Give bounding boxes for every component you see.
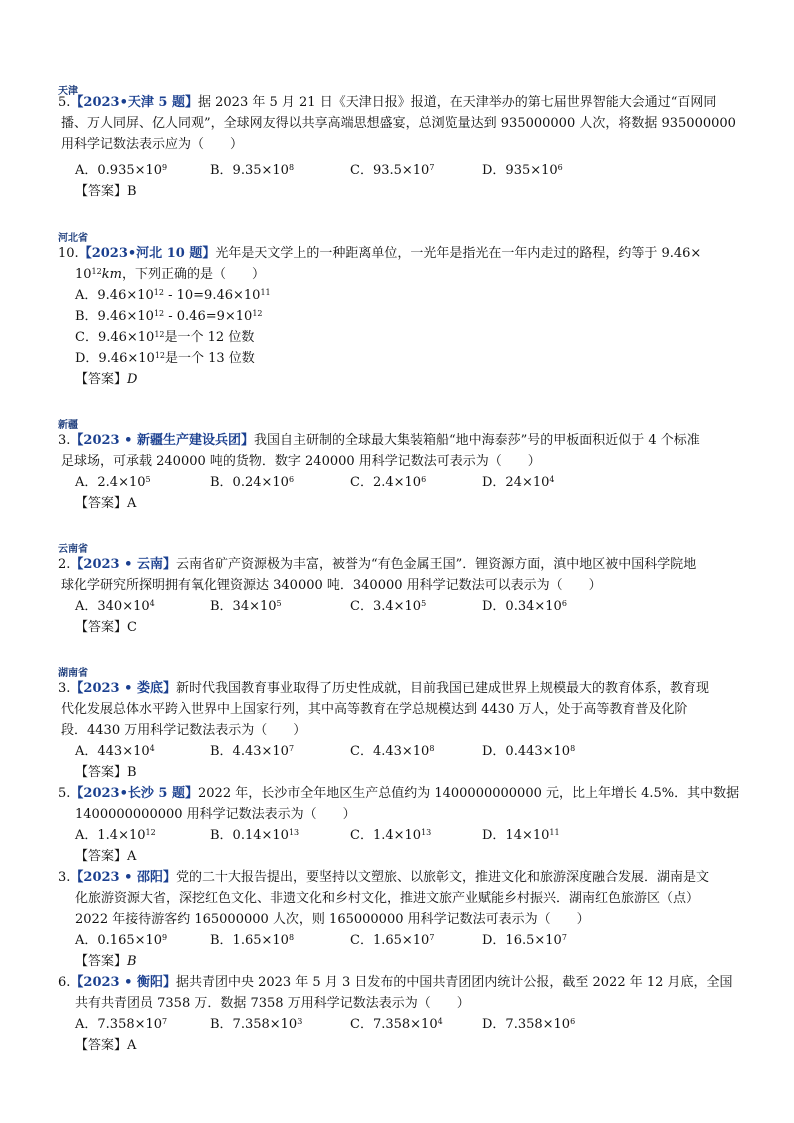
option-d: D．$9.46\times 10^{12}$是一个 13 位数 [75,351,255,366]
question-source: 【2023 • 娄底】 [70,681,176,696]
question-line: 代化发展总体水平跨入世界中上国家行列，其中高等教育在学总规模达到 4430 万人，处于高等教育普及化阶 [61,702,688,717]
question-source: 【2023 • 衡阳】 [70,975,176,990]
option-a: A．$1.4\times 10^{12}$ [75,828,156,843]
option-c: C．$2.4\times 10^6$ [350,475,427,490]
question-number: 2. [58,557,71,572]
option-b: B．$4.43\times 10^7$ [210,744,295,759]
option-b: B．$0.14\times 10^{13}$ [210,828,300,843]
option-b: B．$0.24\times 10^6$ [210,475,295,490]
question-number: 5. [58,95,71,110]
option-d: D．$16.5\times 10^7$ [482,933,567,948]
question-text: 据共青团中央 2023 年 5 月 3 日发布的中国共青团团内统计公报，截至 2022 年 12 月底，全国 [175,975,733,990]
question-line [58,785,739,803]
question-text: 云南省矿产资源极为丰富，被誉为“有色金属王国”．锂资源方面，滇中地区被中国科学院地 [175,557,697,572]
question-number: 3. [58,681,71,696]
question-source: 【2023 • 邵阳】 [70,870,176,885]
question-number: 10. [58,246,79,261]
question-line: $10^{12}km$，下列正确的是（ ） [75,267,265,282]
question-number: 6. [58,975,71,990]
answer: 【答案】A [75,496,137,511]
option-d: D．$24\times 10^4$ [482,475,555,490]
option-c: C．$4.43\times 10^8$ [350,744,435,759]
region-heading: 新疆 [58,420,78,431]
region-heading: 河北省 [58,233,88,244]
option-b: B．$9.46\times 10^{12} - 0.46=9\times 10^{12}$ [75,309,263,324]
question-line [58,432,700,450]
question-line: 共有共青团员 7358 万．数据 7358 万用科学记数法表示为（ ） [75,996,470,1011]
question-line: 段．4430 万用科学记数法表示为（ ） [61,723,307,738]
question-source: 【2023 • 新疆生产建设兵团】 [70,433,254,448]
question-line: 1400000000000 用科学记数法表示为（ ） [75,807,356,822]
region-heading: 天津 [58,86,78,97]
option-c: C．$1.4\times 10^{13}$ [350,828,432,843]
question-text: 据 2023 年 5 月 21 日《天津日报》报道，在天津举办的第七届世界智能大会通过“百网同 [198,95,717,110]
option-a: A．$443\times 10^4$ [75,744,155,759]
option-b: B．$7.358\times 10^3$ [210,1017,303,1032]
question-number: 3. [58,433,71,448]
answer: 【答案】B [75,765,137,780]
option-a: A．$2.4\times 10^5$ [75,475,151,490]
option-b: B．$1.65\times 10^8$ [210,933,295,948]
question-line [58,245,701,263]
option-d: D．$0.443\times 10^8$ [482,744,576,759]
question-source: 【2023•天津 5 题】 [70,95,198,110]
question-line [58,869,709,887]
question-text: 我国自主研制的全球最大集装箱船“地中海泰莎”号的甲板面积近似于 4 个标准 [253,433,700,448]
option-c: C．$7.358\times 10^4$ [350,1017,443,1032]
region-heading: 湖南省 [58,668,88,679]
question-source: 【2023•长沙 5 题】 [70,786,198,801]
answer: 【答案】C [75,620,137,635]
option-a: A．$9.46\times 10^{12} - 10=9.46\times 10^{11}$ [75,288,271,303]
question-line: 2022 年接待游客约 165000000 人次，则 165000000 用科学记数法可表示为（ ） [75,912,590,927]
question-text: 光年是天文学上的一种距离单位，一光年是指光在一年内走过的路程，约等于 9.46× [215,246,702,261]
option-d: D．$7.358\times 10^6$ [482,1017,576,1032]
question-line [58,680,709,698]
question-number: 5. [58,786,71,801]
option-b: B．$34\times 10^5$ [210,599,282,614]
question-text: 2022 年，长沙市全年地区生产总值约为 1400000000000 元，比上年增长 4.5%．其中数据 [198,786,740,801]
answer: 【答案】D [75,372,138,387]
question-text: 党的二十大报告提出，要坚持以文塑旅、以旅彰文，推进文化和旅游深度融合发展．湖南是文 [175,870,709,885]
question-number: 3. [58,870,71,885]
region-heading: 云南省 [58,544,88,555]
question-source: 【2023•河北 10 题】 [78,246,216,261]
question-source: 【2023 • 云南】 [70,557,176,572]
answer: 【答案】B [75,954,137,969]
option-a: A．$7.358\times 10^7$ [75,1017,168,1032]
option-a: A．$340\times 10^4$ [75,599,155,614]
option-c: C．$9.46\times 10^{12}$是一个 12 位数 [75,330,255,345]
option-d: D．$14\times 10^{11}$ [482,828,560,843]
answer: 【答案】B [75,184,137,199]
option-a: A．$0.935\times 10^9$ [75,163,168,178]
option-d: D．$935\times 10^6$ [482,163,563,178]
option-c: C．$93.5\times 10^7$ [350,163,435,178]
question-line: 球化学研究所探明拥有氧化锂资源达 340000 吨．340000 用科学记数法可以表示为（ ） [61,578,602,593]
question-line: 播、万人同屏、亿人同观”，全球网友得以共享高端思想盛宴，总浏览量达到 935000000 人次，将数据 935000000 [61,116,736,131]
answer: 【答案】A [75,1038,137,1053]
question-line [58,974,733,992]
question-line: 用科学记数法表示应为（ ） [61,137,244,152]
question-line [58,94,716,112]
question-line: 化旅游资源大省，深挖红色文化、非遗文化和乡村文化，推进文旅产业赋能乡村振兴．湖南红色旅游区（点） [75,891,700,906]
option-c: C．$1.65\times 10^7$ [350,933,435,948]
question-line [58,556,696,574]
question-text: 新时代我国教育事业取得了历史性成就，目前我国已建成世界上规模最大的教育体系，教育现 [175,681,709,696]
option-c: C．$3.4\times 10^5$ [350,599,427,614]
question-line: 足球场，可承载 240000 吨的货物．数字 240000 用科学记数法可表示为（ ） [61,454,541,469]
answer: 【答案】A [75,849,137,864]
option-a: A．$0.165\times 10^9$ [75,933,168,948]
option-b: B．$9.35\times 10^8$ [210,163,295,178]
option-d: D．$0.34\times 10^6$ [482,599,567,614]
